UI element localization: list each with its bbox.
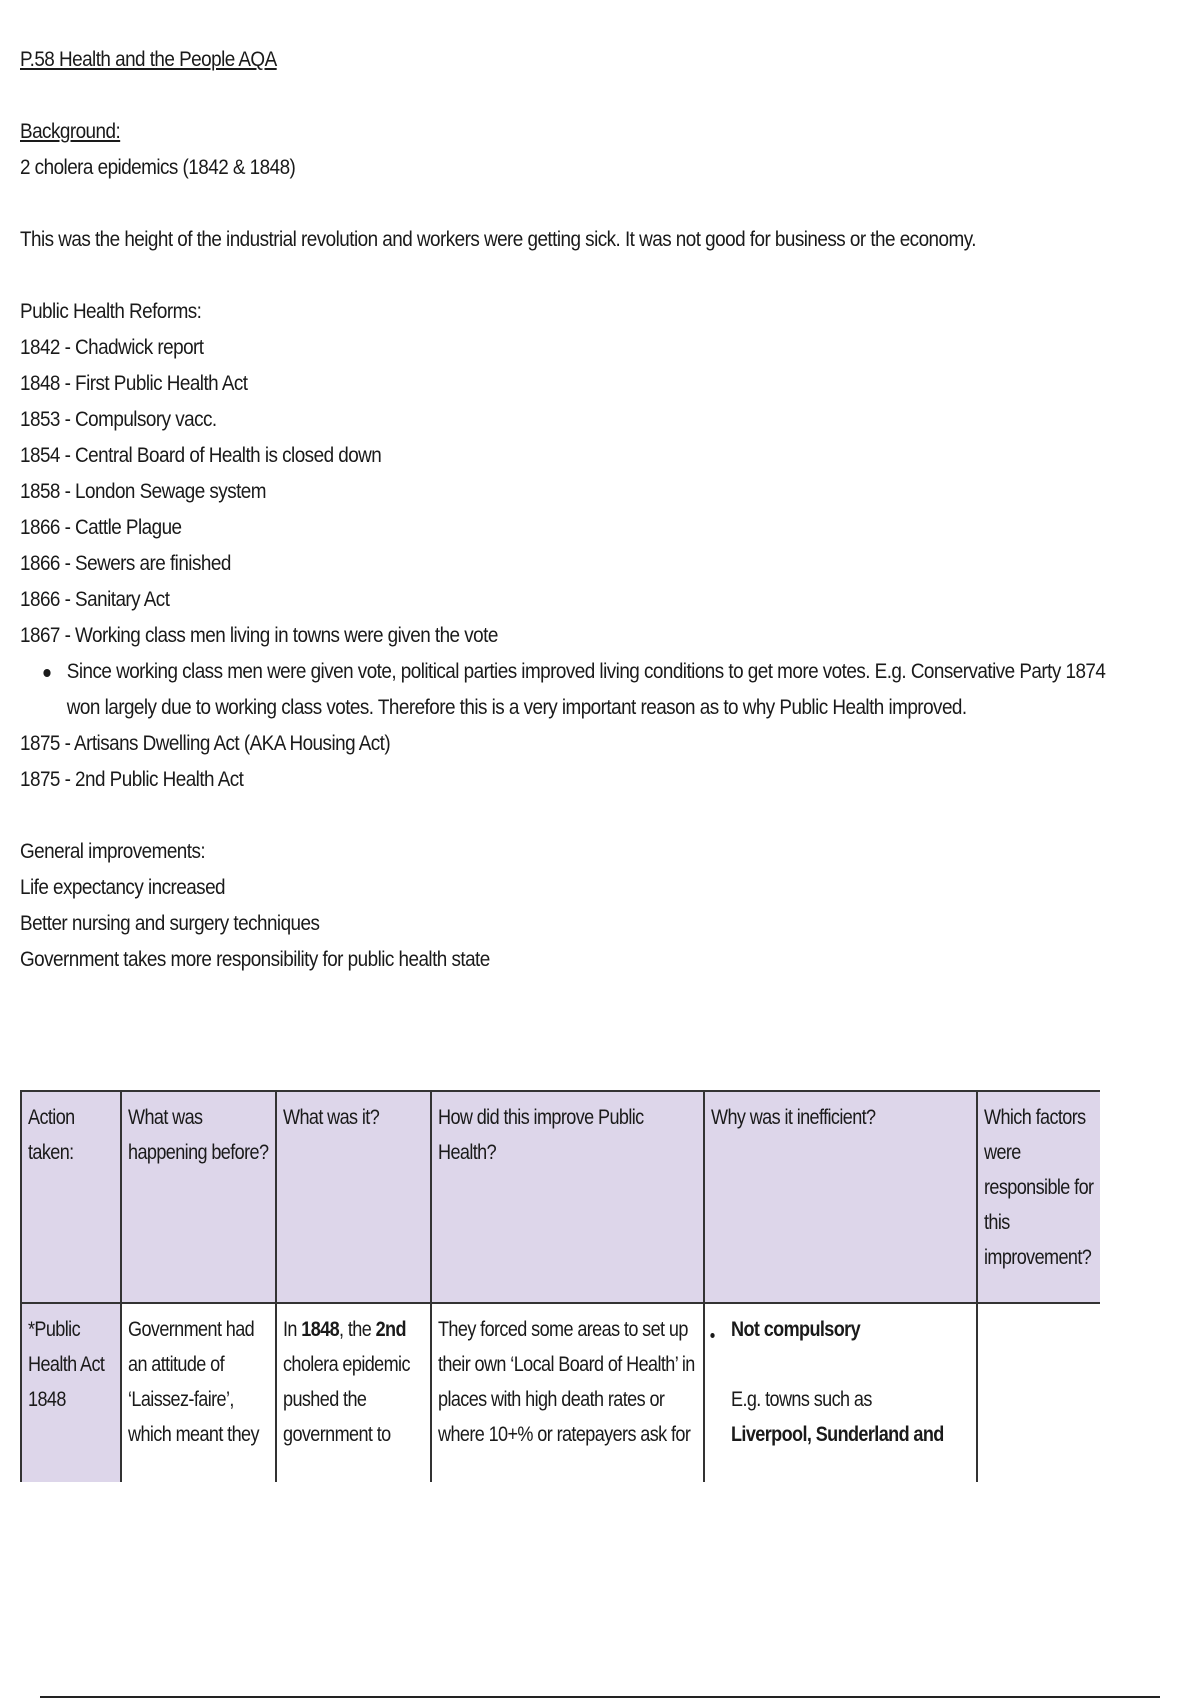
cell-factors [977, 1303, 1100, 1482]
reform-item: 1854 - Central Board of Health is closed down [20, 444, 382, 467]
reform-bullet [20, 654, 1106, 726]
reforms-table-container [20, 1090, 1100, 1482]
background-heading: Background: [20, 120, 121, 143]
reform-item: 1858 - London Sewage system [20, 480, 266, 503]
reform-item: 1875 - Artisans Dwelling Act (AKA Housing Act) [20, 732, 391, 755]
reform-item: 1866 - Sanitary Act [20, 588, 170, 611]
cell-action: *Public Health Act 1848 [21, 1303, 121, 1482]
background-epidemics: 2 cholera epidemics (1842 & 1848) [20, 156, 296, 179]
reforms-table [20, 1090, 1100, 1482]
reform-item: 1866 - Sewers are finished [20, 552, 231, 575]
improvement-item: Life expectancy increased [20, 876, 226, 899]
header-before: What was happening before? [121, 1091, 276, 1303]
reform-bullet-text: Since working class men were given vote, political parties improved living conditions to get more votes. E.g. Conservative Party 1874 won largely due to working class votes. Therefore this is a very important reason as to why Public Health improved. [66, 660, 1106, 719]
cell-inefficient: Not compulsory E.g. towns such as Liverpool, Sunderland and [704, 1303, 977, 1482]
improvements-heading: General improvements: [20, 840, 206, 863]
reform-item: 1842 - Chadwick report [20, 336, 204, 359]
header-action: Action taken: [21, 1091, 121, 1303]
reform-item: 1867 - Working class men living in towns were given the vote [20, 624, 498, 647]
reforms-heading: Public Health Reforms: [20, 300, 202, 323]
cell-what: In 1848, the 2nd cholera epidemic pushed the government to [276, 1303, 431, 1482]
bullet-dot-icon [710, 1333, 714, 1338]
header-inefficient: Why was it inefficient? [704, 1091, 977, 1303]
header-what: What was it? [276, 1091, 431, 1303]
table-row [21, 1303, 1100, 1482]
reform-item: 1875 - 2nd Public Health Act [20, 768, 244, 791]
page-divider [40, 1696, 1160, 1698]
reform-item: 1848 - First Public Health Act [20, 372, 248, 395]
cell-how: They forced some areas to set up their own ‘Local Board of Health’ in places with high death rates or where 10+% or ratepayers ask for [431, 1303, 704, 1482]
cell-before: Government had an attitude of ‘Laissez-faire’, which meant they [121, 1303, 276, 1482]
page-title: P.58 Health and the People AQA [20, 48, 277, 71]
improvement-item: Better nursing and surgery techniques [20, 912, 320, 935]
table-header-row [21, 1091, 1100, 1303]
background-context: This was the height of the industrial revolution and workers were getting sick. It was not good for business or the economy. [20, 228, 976, 251]
header-factors: Which factors were responsible for this improvement? [977, 1091, 1100, 1303]
header-how: How did this improve Public Health? [431, 1091, 704, 1303]
reform-item: 1866 - Cattle Plague [20, 516, 182, 539]
improvement-item: Government takes more responsibility for public health state [20, 948, 490, 971]
bullet-dot-icon [43, 669, 50, 677]
document-body [20, 42, 1106, 978]
reform-item: 1853 - Compulsory vacc. [20, 408, 217, 431]
